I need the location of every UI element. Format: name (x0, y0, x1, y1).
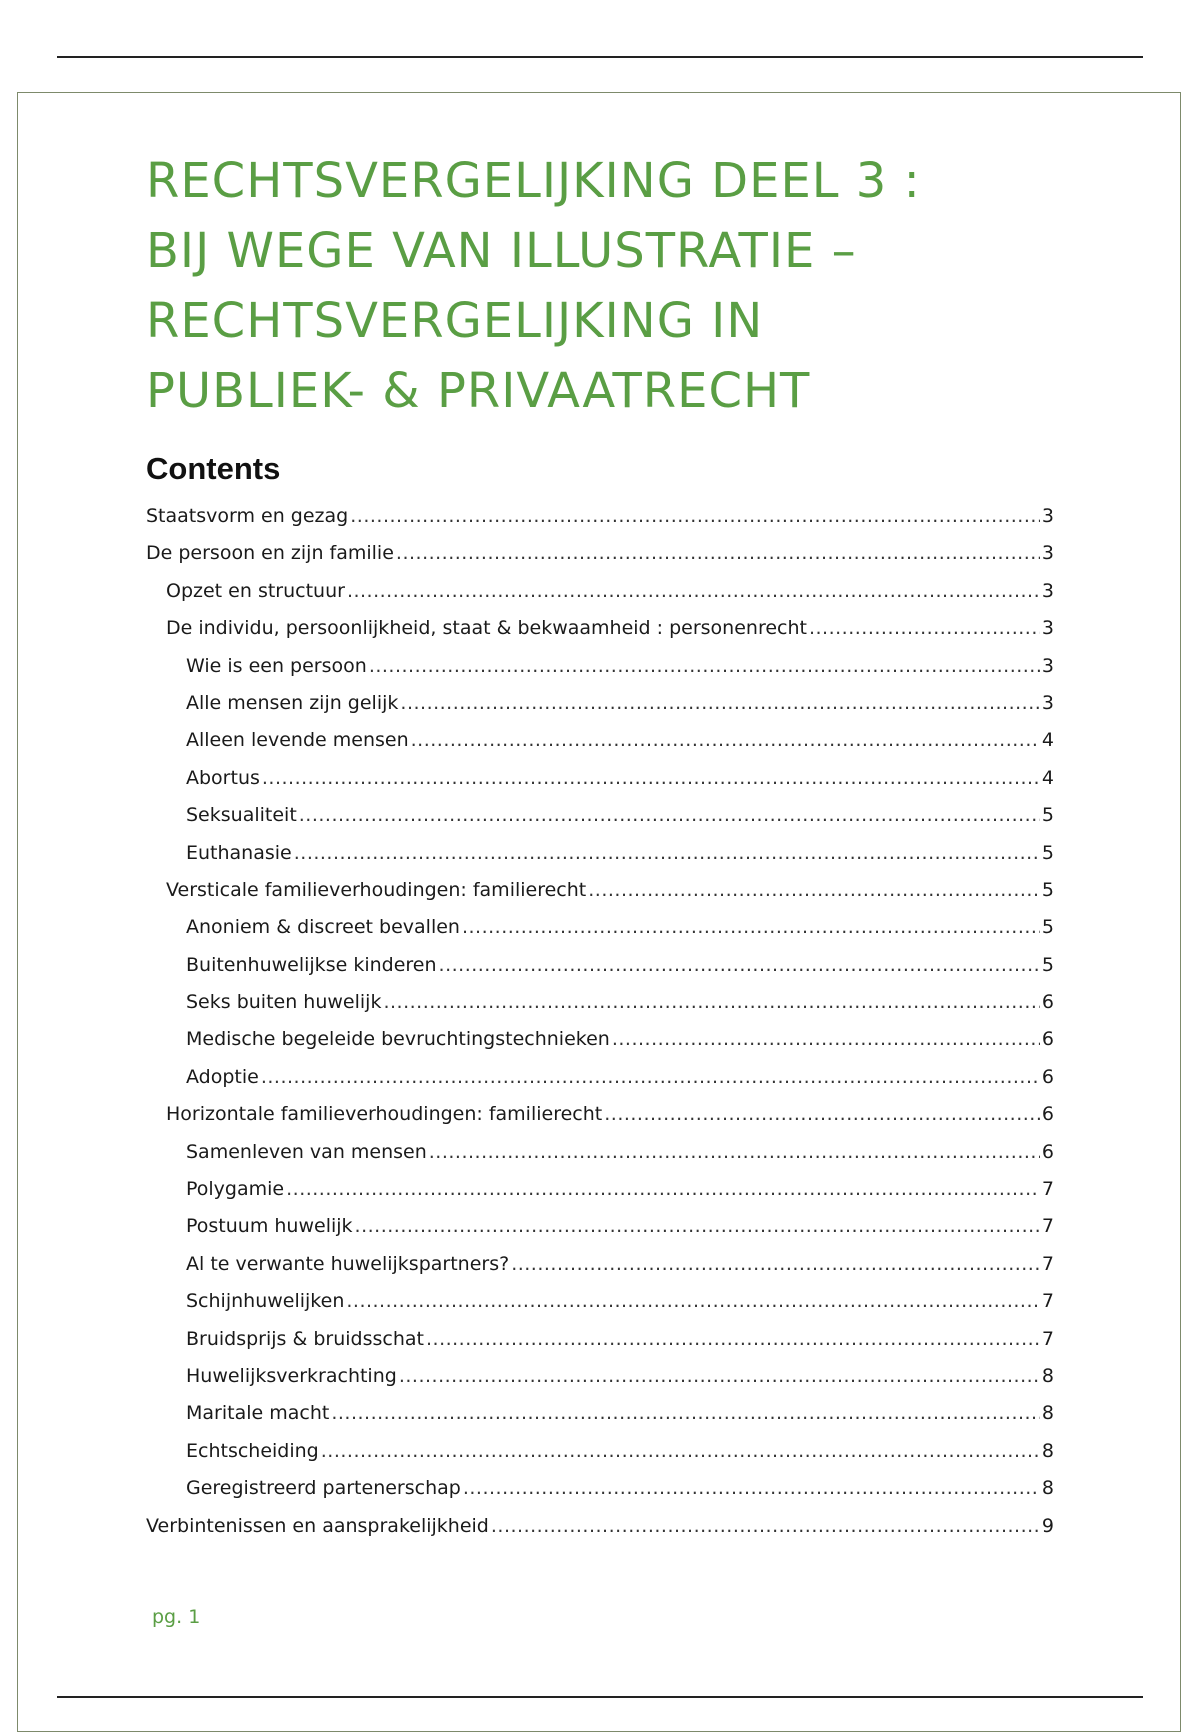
toc-dot-leader (399, 1360, 1040, 1392)
toc-entry-label: Postuum huwelijk (186, 1215, 353, 1238)
toc-entry[interactable] (146, 949, 1054, 986)
header-rule (57, 56, 1143, 58)
toc-entry-label: Maritale macht (186, 1402, 330, 1425)
toc-entry-label: Opzet en structuur (166, 579, 345, 602)
toc-entry-page: 8 (1041, 1477, 1054, 1500)
toc-dot-leader (612, 1023, 1040, 1055)
toc-dot-leader (369, 650, 1040, 682)
toc-entry[interactable] (146, 911, 1054, 948)
toc-entry-page: 7 (1041, 1252, 1054, 1275)
toc-entry[interactable] (146, 837, 1054, 874)
toc-entry-label: De persoon en zijn familie (146, 542, 394, 565)
toc-entry-page: 6 (1041, 1065, 1054, 1088)
toc-entry[interactable] (146, 724, 1054, 761)
document-title-line: PUBLIEK- & PRIVAATRECHT (146, 363, 811, 419)
toc-entry-label: Anoniem & discreet bevallen (186, 916, 460, 939)
toc-entry[interactable] (146, 1323, 1054, 1360)
toc-entry-page: 5 (1041, 953, 1054, 976)
toc-entry[interactable] (146, 1397, 1054, 1434)
toc-entry-page: 7 (1041, 1327, 1054, 1350)
toc-dot-leader (347, 575, 1040, 607)
toc-entry[interactable] (146, 1173, 1054, 1210)
toc-entry-page: 8 (1041, 1439, 1054, 1462)
toc-entry[interactable] (146, 650, 1054, 687)
toc-entry-label: Horizontale familieverhoudingen: familierecht (166, 1103, 603, 1126)
toc-dot-leader (331, 1397, 1040, 1429)
toc-entry-label: Seks buiten huwelijk (186, 991, 382, 1014)
toc-entry-label: De individu, persoonlijkheid, staat & bekwaamheid : personenrecht (166, 617, 807, 640)
toc-entry-page: 6 (1041, 1140, 1054, 1163)
toc-dot-leader (262, 762, 1040, 794)
toc-entry[interactable] (146, 1061, 1054, 1098)
toc-entry-label: Alleen levende mensen (186, 729, 409, 752)
toc-entry[interactable] (146, 1023, 1054, 1060)
toc-entry-page: 5 (1041, 804, 1054, 827)
toc-entry-label: Verbintenissen en aansprakelijkheid (146, 1514, 489, 1537)
toc-entry-page: 3 (1041, 654, 1054, 677)
toc-entry-label: Alle mensen zijn gelijk (186, 691, 399, 714)
toc-dot-leader (321, 1435, 1040, 1467)
toc-entry-label: Adoptie (186, 1065, 259, 1088)
toc-entry[interactable] (146, 874, 1054, 911)
toc-dot-leader (350, 500, 1040, 532)
toc-dot-leader (809, 612, 1040, 644)
toc-entry-page: 3 (1041, 542, 1054, 565)
toc-entry[interactable] (146, 1136, 1054, 1173)
toc-dot-leader (429, 1136, 1040, 1168)
toc-entry-page: 4 (1041, 729, 1054, 752)
toc-dot-leader (462, 911, 1040, 943)
toc-entry[interactable] (146, 799, 1054, 836)
document-title-line: RECHTSVERGELIJKING DEEL 3 : (146, 153, 921, 209)
toc-entry-page: 7 (1041, 1178, 1054, 1201)
toc-dot-leader (588, 874, 1040, 906)
toc-entry[interactable] (146, 1248, 1054, 1285)
toc-dot-leader (383, 986, 1039, 1018)
toc-entry[interactable] (146, 986, 1054, 1023)
toc-dot-leader (411, 724, 1040, 756)
toc-entry[interactable] (146, 687, 1054, 724)
toc-dot-leader (463, 1472, 1040, 1504)
toc-entry-page: 8 (1041, 1402, 1054, 1425)
toc-entry[interactable] (146, 1285, 1054, 1322)
toc-entry-label: Al te verwante huwelijkspartners? (186, 1252, 510, 1275)
toc-entry-label: Abortus (186, 766, 260, 789)
toc-entry-label: Wie is een persoon (186, 654, 367, 677)
toc-entry[interactable] (146, 1472, 1054, 1509)
toc-entry-page: 8 (1041, 1364, 1054, 1387)
toc-entry-page: 7 (1041, 1215, 1054, 1238)
toc-entry-label: Seksualiteit (186, 804, 297, 827)
toc-entry-page: 3 (1041, 617, 1054, 640)
toc-entry-page: 3 (1041, 691, 1054, 714)
toc-entry-page: 5 (1041, 841, 1054, 864)
toc-dot-leader (439, 949, 1040, 981)
toc-dot-leader (400, 687, 1040, 719)
toc-entry[interactable] (146, 537, 1054, 574)
toc-entry[interactable] (146, 1435, 1054, 1472)
toc-entry-page: 4 (1041, 766, 1054, 789)
toc-entry-page: 5 (1041, 916, 1054, 939)
toc-entry-page: 3 (1041, 505, 1054, 527)
toc-entry[interactable] (146, 1210, 1054, 1247)
toc-dot-leader (299, 799, 1040, 831)
toc-entry[interactable] (146, 575, 1054, 612)
toc-entry[interactable] (146, 1510, 1054, 1547)
toc-entry-label: Staatsvorm en gezag (146, 505, 349, 527)
toc-entry-label: Polygamie (186, 1178, 285, 1201)
toc-entry-label: Samenleven van mensen (186, 1140, 427, 1163)
toc-dot-leader (294, 837, 1040, 869)
toc-entry-page: 6 (1041, 1103, 1054, 1126)
toc-entry-label: Schijnhuwelijken (186, 1290, 345, 1313)
toc-entry-label: Bruidsprijs & bruidsschat (186, 1327, 424, 1350)
toc-dot-leader (491, 1510, 1040, 1542)
toc-dot-leader (396, 537, 1040, 569)
toc-entry[interactable] (146, 1098, 1054, 1135)
toc-dot-leader (604, 1098, 1040, 1130)
toc-entry[interactable] (146, 612, 1054, 649)
toc-entry[interactable] (146, 1360, 1054, 1397)
document-title-line: BIJ WEGE VAN ILLUSTRATIE – (146, 223, 857, 279)
toc-entry-label: Euthanasie (186, 841, 292, 864)
toc-dot-leader (355, 1210, 1040, 1242)
toc-entry[interactable] (146, 762, 1054, 799)
toc-entry-page: 7 (1041, 1290, 1054, 1313)
toc-entry[interactable] (146, 500, 1054, 537)
toc-dot-leader (426, 1323, 1040, 1355)
toc-entry-page: 6 (1041, 991, 1054, 1014)
toc-entry-page: 3 (1041, 579, 1054, 602)
toc-entry-page: 9 (1041, 1514, 1054, 1537)
toc-dot-leader (261, 1061, 1040, 1093)
toc-entry-page: 5 (1041, 878, 1054, 901)
toc-entry-label: Geregistreerd partenerschap (186, 1477, 461, 1500)
footer-page-number: pg. 1 (152, 1606, 201, 1628)
toc-dot-leader (346, 1285, 1040, 1317)
toc-dot-leader (286, 1173, 1040, 1205)
document-title-line: RECHTSVERGELIJKING IN (146, 293, 764, 349)
toc-entry-label: Buitenhuwelijkse kinderen (186, 953, 437, 976)
footer-rule (57, 1696, 1143, 1698)
toc-entry-label: Huwelijksverkrachting (186, 1364, 397, 1387)
toc-entry-label: Versticale familieverhoudingen: familierecht (166, 878, 587, 901)
toc-heading: Contents (146, 451, 281, 486)
toc-entry-label: Medische begeleide bevruchtingstechnieken (186, 1028, 610, 1051)
toc-entry-label: Echtscheiding (186, 1439, 319, 1462)
table-of-contents (146, 500, 1054, 1547)
document-title (146, 146, 1086, 426)
toc-entry-page: 6 (1041, 1028, 1054, 1051)
toc-dot-leader (511, 1248, 1040, 1280)
